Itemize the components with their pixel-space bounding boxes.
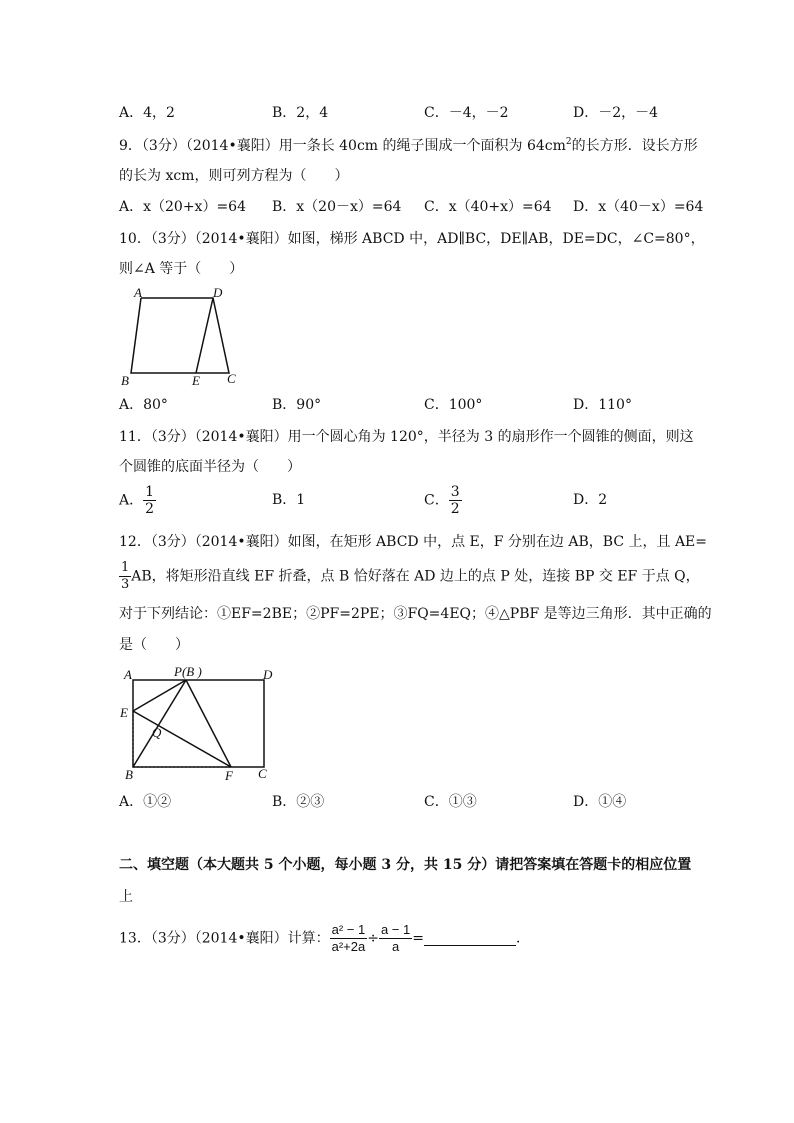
q12-option-d: D．①④ xyxy=(573,794,627,810)
fraction-a-1-over-a: $\frac{a - 1}{a}$ xyxy=(380,922,411,954)
label-a: A xyxy=(124,667,132,682)
fraction-three-halves: $\frac{3}{2}$ xyxy=(450,484,460,517)
q11-stem-line1: 11．（3分）（2014•襄阳）用一个圆心角为 120°，半径为 3 的扇形作一个圆锥的侧面，则这 xyxy=(119,429,694,445)
trapezoid-outline xyxy=(131,298,229,373)
q11-option-a: A． $\frac{1}{2}$ xyxy=(119,484,155,517)
label-e: E xyxy=(192,373,200,388)
q11-option-d: D．2 xyxy=(573,492,608,508)
q11-stem-line2: 个圆锥的底面半径为（ ） xyxy=(119,459,301,475)
q9-option-c: C．x（40+x）=64 xyxy=(424,199,552,215)
section-2-heading-line2: 上 xyxy=(119,889,133,905)
segment-ep xyxy=(133,680,186,711)
q13-stem: 13．（3分）（2014•襄阳）计算： $\frac{\text{a² − 1}}{\text{a²+2a}}$ ÷ $\frac{a - 1}{a}$ = ． xyxy=(119,922,530,954)
q11-option-b: B．1 xyxy=(272,492,306,508)
q12-stem-line3: 对于下列结论：①EF=2BE；②PF=2PE；③FQ=4EQ；④△PBF 是等边三角形．其中正确的 xyxy=(119,606,712,622)
rectangle-fold-figure xyxy=(115,660,285,784)
label-e: E xyxy=(120,705,128,720)
label-pb: P(B ) xyxy=(174,664,202,679)
fraction-one-third: $\frac{1}{3}$ xyxy=(121,560,130,592)
q12-stem-line2: $\frac{1}{3}$ AB，将矩形沿直线 EF 折叠，点 B 恰好落在 AD 边上的点 P 处，连接 BP 交 EF 于点 Q， xyxy=(121,560,700,592)
section-2-heading: 二、填空题（本大题共 5 个小题，每小题 3 分，共 15 分）请把答案填在答题卡的相应位置 xyxy=(119,857,692,873)
rectangle-abcd xyxy=(133,680,264,767)
q10-option-d: D．110° xyxy=(573,397,632,413)
q9-option-b: B．x（20－x）=64 xyxy=(272,199,402,215)
q9-option-a: A．x（20+x）=64 xyxy=(119,199,246,215)
q10-stem-line1: 10．（3分）（2014•襄阳）如图，梯形 ABCD 中，AD∥BC，DE∥AB，DE=DC，∠C=80°， xyxy=(119,231,705,247)
label-c: C xyxy=(258,766,267,781)
answer-blank[interactable] xyxy=(424,931,516,946)
q12-stem-line1: 12．（3分）（2014•襄阳）如图，在矩形 ABCD 中，点 E，F 分别在边 AB，BC 上，且 AE= xyxy=(119,534,708,550)
label-d: D xyxy=(263,667,273,682)
segment-bp xyxy=(133,680,186,767)
q9-stem-line2: 的长为 xcm，则可列方程为（ ） xyxy=(119,168,349,184)
q9-stem-line1: 9．（3分）（2014•襄阳）用一条长 40cm 的绳子围成一个面积为 $64cm^2$的长方形．设长方形 xyxy=(119,137,698,154)
label-c: C xyxy=(227,371,236,386)
fraction-a2-1-over-a2-2a: $\frac{\text{a² − 1}}{\text{a²+2a}}$ xyxy=(331,922,366,954)
fraction-one-half: $\frac{1}{2}$ xyxy=(145,484,155,517)
q12-option-b: B．②③ xyxy=(272,794,325,810)
q8-option-b: B．2，4 xyxy=(272,105,329,121)
label-f: F xyxy=(225,768,233,783)
q9-option-d: D．x（40－x）=64 xyxy=(573,199,704,215)
label-b: B xyxy=(121,373,129,388)
q8-option-d: D．－2，－4 xyxy=(573,105,659,121)
q10-option-b: B．90° xyxy=(272,397,322,413)
q10-option-c: C．100° xyxy=(424,397,483,413)
q11-option-c: C． $\frac{3}{2}$ xyxy=(424,484,460,517)
label-b: B xyxy=(125,767,133,782)
trapezoid-figure xyxy=(115,282,245,390)
label-d: D xyxy=(213,285,223,300)
segment-de xyxy=(196,298,213,373)
label-a: A xyxy=(134,285,142,300)
q10-stem-line2: 则∠A 等于（ ） xyxy=(119,261,244,277)
label-q: Q xyxy=(152,725,162,740)
q12-option-a: A．①② xyxy=(119,794,172,810)
q12-stem-line4: 是（ ） xyxy=(119,637,189,653)
q8-option-c: C．－4，－2 xyxy=(424,105,509,121)
q12-option-c: C．①③ xyxy=(424,794,477,810)
q10-option-a: A．80° xyxy=(119,397,168,413)
q8-option-a: A．4，2 xyxy=(119,105,175,121)
